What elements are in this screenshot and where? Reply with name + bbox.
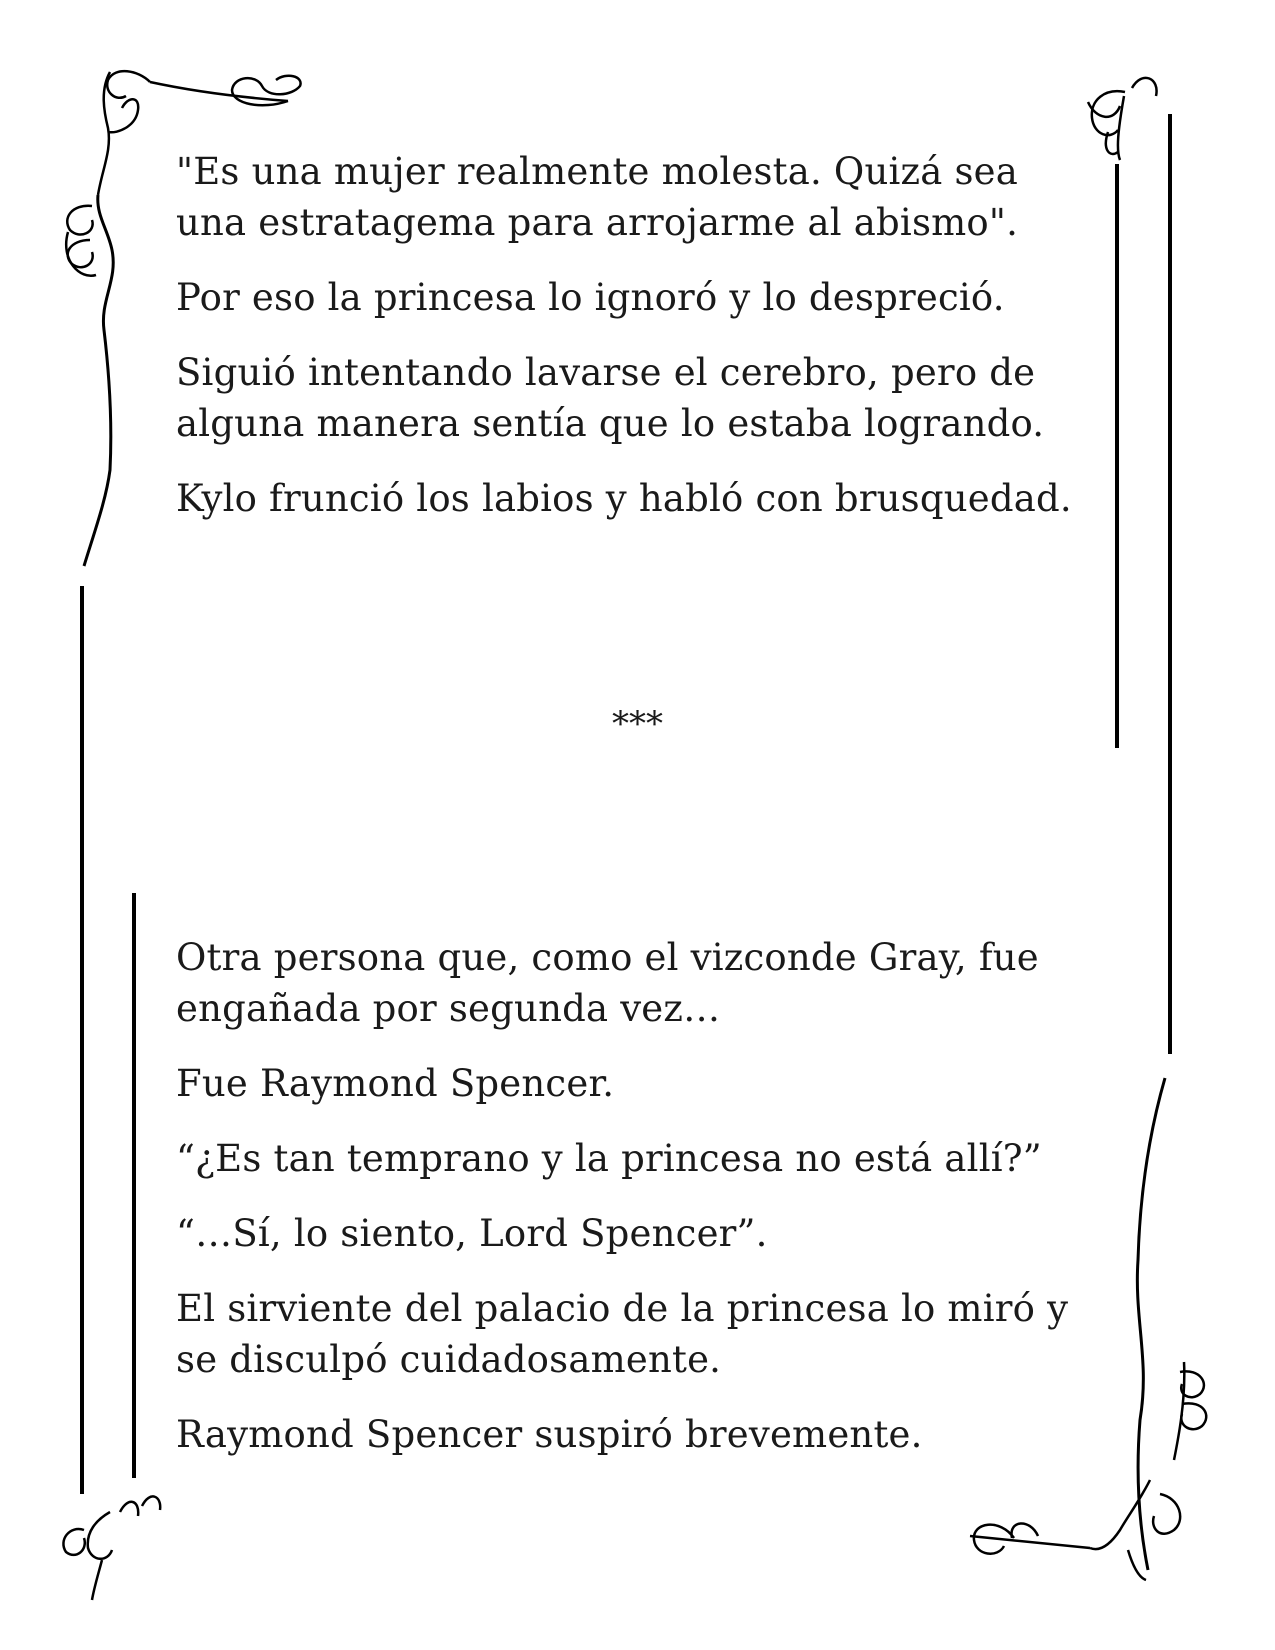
paragraph: Otra persona que, como el vizconde Gray, fue <box>176 936 1039 979</box>
paragraph: El sirviente del palacio de la princesa lo miró y <box>176 1287 1069 1330</box>
paragraph: “¿Es tan temprano y la princesa no está allí?” <box>176 1137 1042 1180</box>
paragraph: "Es una mujer realmente molesta. Quizá sea <box>176 150 1018 193</box>
paragraph: Por eso la princesa lo ignoró y lo despreció. <box>176 276 1005 319</box>
paragraph: Fue Raymond Spencer. <box>176 1062 615 1105</box>
paragraph: Raymond Spencer suspiró brevemente. <box>176 1413 923 1456</box>
paragraph: engañada por segunda vez… <box>176 987 721 1030</box>
paragraph: alguna manera sentía que lo estaba logrando. <box>176 402 1045 445</box>
paragraph: se disculpó cuidadosamente. <box>176 1338 722 1381</box>
paragraph: “…Sí, lo siento, Lord Spencer”. <box>176 1212 768 1255</box>
paragraph: Kylo frunció los labios y habló con brusquedad. <box>176 477 1072 520</box>
top-right-flourish-icon <box>1088 78 1157 160</box>
scene-separator: *** <box>612 704 663 744</box>
paragraph: Siguió intentando lavarse el cerebro, pero de <box>176 351 1036 394</box>
paragraph: una estratagema para arrojarme al abismo". <box>176 201 1019 244</box>
bottom-left-flourish-icon <box>63 1496 160 1600</box>
